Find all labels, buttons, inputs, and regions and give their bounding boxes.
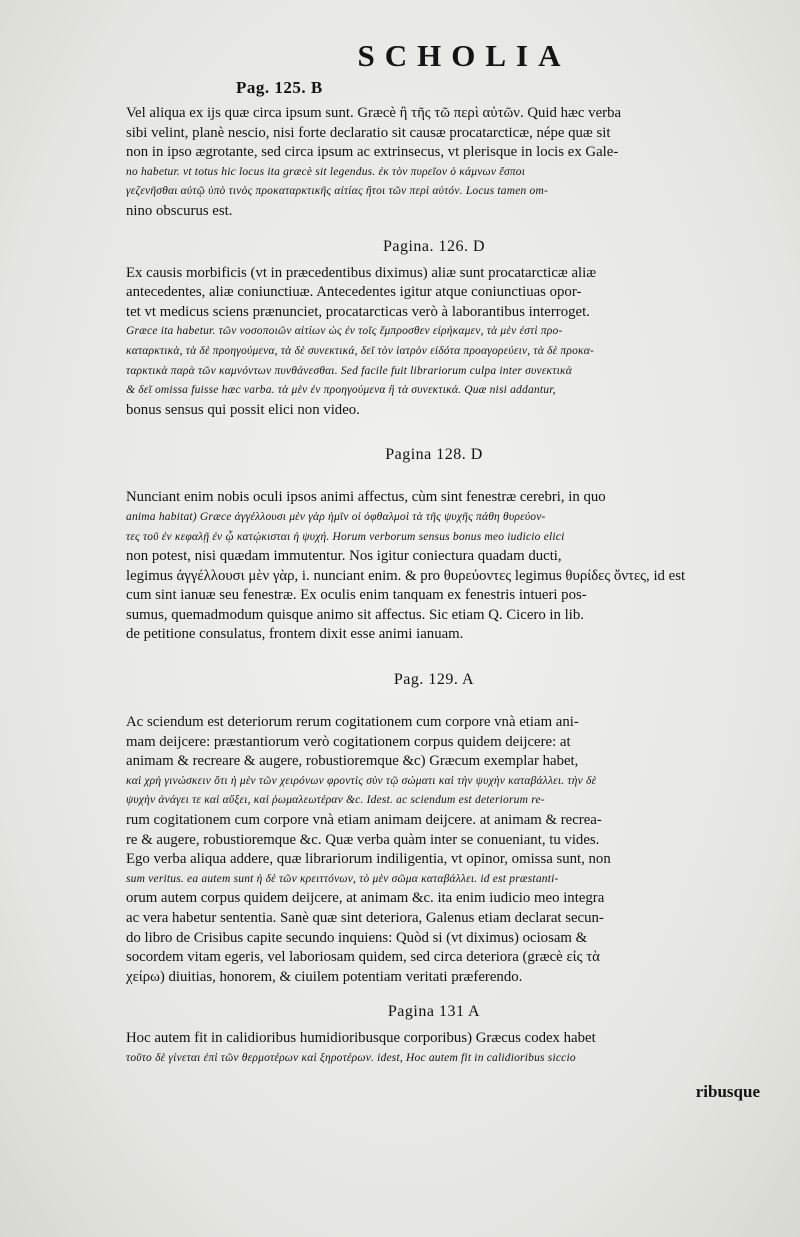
text-line: no habetur. vt totus hic locus ita græcè sit legendus. ἐκ τὸν πυρεῖον ὁ κάμνων ἔσποι [126, 165, 526, 178]
text-line: Hoc autem fit in calidioribus humidioribusque corporibus) Græcus codex habet [126, 1030, 596, 1047]
text-line: καταρκτικὰ, τὰ δὲ προηγούμενα, τὰ δὲ συνεκτικά, δεῖ τὸν ἰατρὸν εἰδότα προαγορεύειν, τὰ δὲ προκα- [126, 344, 595, 357]
text-line: legimus ἀγγέλλουσι μὲν γὰρ, i. nunciant enim. & pro θυρεύοντες legimus θυρίδες ὄντες, id est [126, 567, 686, 584]
section-3-text [126, 488, 742, 645]
text-line: antecedentes, aliæ coniunctiuæ. Antecedentes igitur atque coniunctiuas opor- [126, 284, 582, 301]
text-line: Nunciant enim nobis oculi ipsos animi affectus, cùm sint fenestræ cerebri, in quo [126, 489, 606, 506]
text-line: animam & recreare & augere, robustioremque &c) Græcum exemplar habet, [126, 753, 579, 770]
text-line: χείρω) diuitias, honorem, & ciuilem potentiam veritati præferendo. [126, 968, 523, 985]
text-line: anima habitat) Græce ἀγγέλλουσι μὲν γὰρ ἡμῖν οἱ ὀφθαλμοὶ τὰ τῆς ψυχῆς πάθη θυρεύον- [126, 510, 546, 523]
text-line: καὶ χρὴ γινώσκειν ὅτι ἡ μὲν τῶν χειρόνων φροντὶς σὺν τῷ σώματι καὶ τὴν ψυχὴν καταβάλλει. τὴν δὲ [126, 774, 597, 787]
text-line: Græce ita habetur. τῶν νοσοποιῶν αἰτίων ὡς ἐν τοῖς ἔμπροσθεν εἰρήκαμεν, τὰ μὲν ἐστὶ προ- [126, 325, 563, 338]
section-5-text [126, 1029, 742, 1068]
text-line: de petitione consulatus, frontem dixit esse animi ianuam. [126, 626, 464, 643]
page-header: SCHOLIA [357, 38, 571, 73]
text-line: re & augere, robustioremque &c. Quæ verba quàm inter se conueniant, tu vides. [126, 831, 600, 848]
section-title-1: Pag. 125. B [236, 78, 323, 97]
text-line: non potest, nisi quædam immutentur. Nos igitur coniectura quadam ducti, [126, 548, 562, 565]
text-line: orum autem corpus quidem deijcere, at animam &c. ita enim iudicio meo integra [126, 890, 605, 907]
text-line: τοῦτο δὲ γίνεται ἐπὶ τῶν θερμοτέρων καὶ ξηροτέρων. idest, Hoc autem fit in calidioribus siccio [126, 1051, 576, 1064]
text-line: mam deijcere: præstantiorum verò cogitationem corpus quidem deijcere: at [126, 733, 571, 750]
text-line: τες τοῦ ἐν κεφαλῇ ἐν ᾧ κατῴκισται ἡ ψυχή. Horum verborum sensus bonus meo iudicio elici [126, 530, 565, 543]
text-line: rum cogitationem cum corpore vnà etiam animam deijcere. at animam & recrea- [126, 812, 602, 829]
section-title-2: Pagina. 126. D [382, 237, 486, 255]
text-line: ταρκτικὰ παρὰ τῶν καμνόντων πυνθάνεσθαι. Sed facile fuit librariorum culpa inter συνεκτικὰ [126, 364, 572, 377]
text-line: do libro de Crisibus capite secundo inquiens: Quòd si (vt diximus) ociosam & [126, 929, 588, 946]
section-1-text [126, 104, 742, 222]
section-4-text [126, 713, 742, 987]
text-line: Ex causis morbificis (vt in præcedentibus diximus) aliæ sunt procatarcticæ aliæ [126, 264, 597, 281]
text-line: sibi velint, planè nescio, nisi forte declaratio sit causæ procatarcticæ, népe quæ sit [126, 124, 611, 141]
text-line: sum veritus. ea autem sunt ἡ δὲ τῶν κρειττόνων, τὸ μὲν σῶμα καταβάλλει. id est præstanti- [126, 872, 559, 885]
text-line: Ac sciendum est deteriorum rerum cogitationem cum corpore vnà etiam ani- [126, 714, 579, 731]
text-line: ac vera habetur sententia. Sanè quæ sint deteriora, Galenus etiam declarat secun- [126, 910, 604, 926]
text-line: cum sint ianuæ seu fenestræ. Ex oculis enim tanquam ex fenestris intueri pos- [126, 587, 587, 604]
text-line: ψυχὴν ἀνάγει τε καὶ αὔξει, καὶ ῥωμαλεωτέραν &c. Idest. ac sciendum est deteriorum re- [126, 794, 545, 807]
section-title-4: Pag. 129. A [393, 671, 475, 689]
catchword: ribusque [695, 1082, 760, 1101]
section-title-5: Pagina 131 A [387, 1003, 481, 1021]
text-line: socordem vitam egeris, vel laboriosam quidem, sed circa deteriora (græcè εἰς τὰ [126, 949, 600, 966]
section-title-3: Pagina 128. D [385, 446, 483, 464]
text-line: & δεῖ omissa fuisse hæc varba. τὰ μὲν ἐν προηγούμενα ἢ τὰ συνεκτικά. Quæ nisi addantur, [126, 384, 556, 397]
text-line: Vel aliqua ex ijs quæ circa ipsum sunt. Græcè ἢ τῆς τῶ περὶ αὐτῶν. Quid hæc verba [126, 105, 622, 121]
section-2-text [126, 264, 742, 421]
text-line: sumus, quemadmodum quisque animo sit affectus. Sic etiam Q. Cicero in lib. [126, 606, 584, 623]
text-line: Ego verba aliqua addere, quæ librariorum indiligentia, vt opinor, omissa sunt, non [126, 851, 611, 868]
text-line: tet vt medicus sciens prænunciet, procatarcticas verò à laborantibus interroget. [126, 303, 590, 320]
text-line: nino obscurus est. [126, 202, 233, 219]
text-line: non in ipso ægrotante, sed circa ipsum ac extrinsecus, vt plerisque in locis ex Gale- [126, 144, 619, 161]
text-line: γεζενῆσθαι αὐτῷ ὑπὸ τινὸς προκαταρκτικῆς αἰτίας ἤτοι τῶν περὶ αὐτόν. Locus tamen om- [126, 185, 549, 198]
text-line: bonus sensus qui possit elici non video. [126, 401, 360, 418]
